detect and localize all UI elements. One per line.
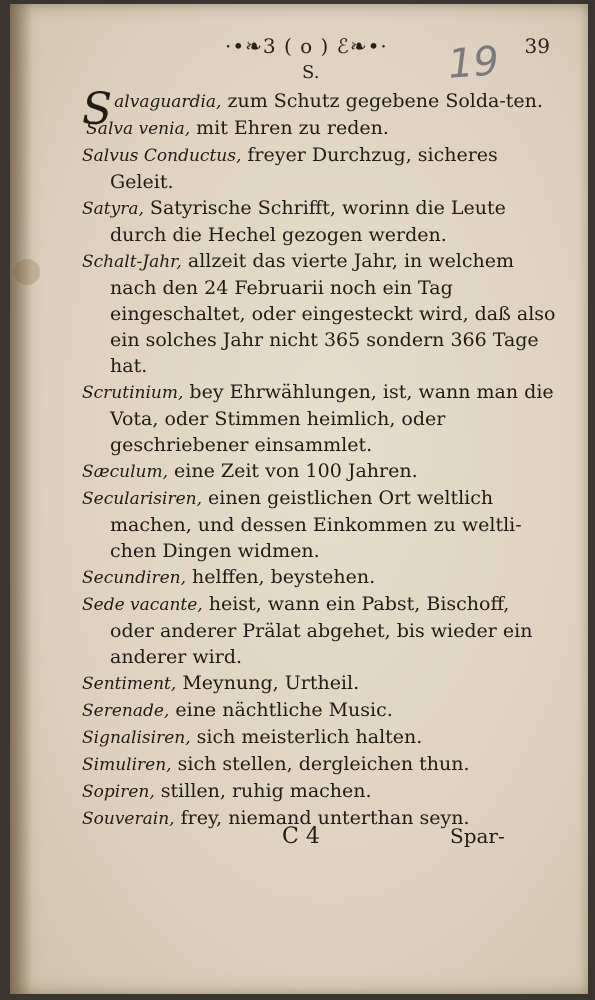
entry-definition: Meynung, Urtheil. [176, 672, 360, 694]
glossary-entry [82, 485, 558, 564]
entry-definition: helffen, beystehen. [185, 566, 376, 588]
section-letter: S. [302, 62, 320, 83]
entry-definition: einen geistlichen Ort weltlich machen, und dessen Einkommen zu weltli-chen Dingen widmen. [110, 487, 522, 562]
entry-term: Serenade, [82, 701, 170, 721]
entry-definition: mit Ehren zu reden. [190, 117, 389, 139]
entry-definition: freyer Durchzug, sicheres Geleit. [110, 144, 498, 193]
entry-definition: zum Schutz gegebene Solda-ten. [221, 90, 543, 112]
entry-term: alvaguardia, [114, 92, 222, 112]
book-page [10, 4, 588, 994]
entry-term: Sæculum, [82, 462, 169, 482]
header-ornament: ·•❧3 ( o ) ℰ❧•· [225, 34, 388, 58]
entry-term: Satyra, [82, 199, 144, 219]
entry-definition: sich meisterlich halten. [190, 726, 423, 748]
drop-cap: S [82, 84, 113, 135]
paper-stain [14, 259, 40, 285]
glossary-entry [82, 724, 558, 751]
entry-term: Secularisiren, [82, 489, 203, 509]
entry-definition: eine nächtliche Music. [169, 699, 393, 721]
entry-definition: eine Zeit von 100 Jahren. [168, 460, 418, 482]
catchword: Spar- [450, 824, 505, 848]
entry-term: Sopiren, [82, 782, 155, 802]
entry-definition: stillen, ruhig machen. [154, 780, 372, 802]
glossary-entry [82, 591, 558, 670]
entry-definition: heist, wann ein Pabst, Bischoff, oder anderer Prälat abgehet, bis wieder ein anderer wird. [110, 593, 533, 668]
entry-definition: allzeit das vierte Jahr, in welchem nach den 24 Februarii noch ein Tag eingeschaltet, oder eingesteckt wird, daß also ein solches Jahr nicht 365 sondern 366 Tage hat. [110, 250, 556, 377]
glossary-entries [82, 84, 558, 832]
glossary-entry [82, 778, 558, 805]
entry-definition: sich stellen, dergleichen thun. [171, 753, 470, 775]
handwritten-folio-number: 19 [446, 38, 501, 88]
glossary-entry [82, 751, 558, 778]
entry-term: Signalisiren, [82, 728, 191, 748]
glossary-entry [82, 379, 558, 458]
entry-term: Simuliren, [82, 755, 172, 775]
glossary-entry [82, 670, 558, 697]
glossary-entry [82, 697, 558, 724]
page-header [10, 32, 588, 88]
glossary-entry [82, 564, 558, 591]
signature-mark: C 4 [282, 824, 320, 849]
glossary-entry [82, 115, 558, 142]
entry-term: Salva venia, [86, 119, 191, 139]
entry-term: Sede vacante, [82, 595, 203, 615]
entry-term: Secundiren, [82, 568, 186, 588]
entry-definition: bey Ehrwählungen, ist, wann man die Vota, oder Stimmen heimlich, oder geschriebener einsammlet. [110, 381, 554, 456]
glossary-entry [82, 248, 558, 379]
entry-definition: Satyrische Schrifft, worinn die Leute durch die Hechel gezogen werden. [110, 197, 506, 246]
entry-term: Sentiment, [82, 674, 177, 694]
glossary-entry [82, 195, 558, 248]
entry-term: Salvus Conductus, [82, 146, 242, 166]
entry-term: Scrutinium, [82, 383, 184, 403]
page-number: 39 [524, 34, 550, 58]
entry-term: Souverain, [82, 809, 175, 829]
glossary-entry [82, 458, 558, 485]
entry-definition: frey, niemand unterthan seyn. [174, 807, 470, 829]
entry-term: Schalt-Jahr, [82, 252, 182, 272]
glossary-entry [82, 142, 558, 195]
page-footer [10, 824, 588, 854]
